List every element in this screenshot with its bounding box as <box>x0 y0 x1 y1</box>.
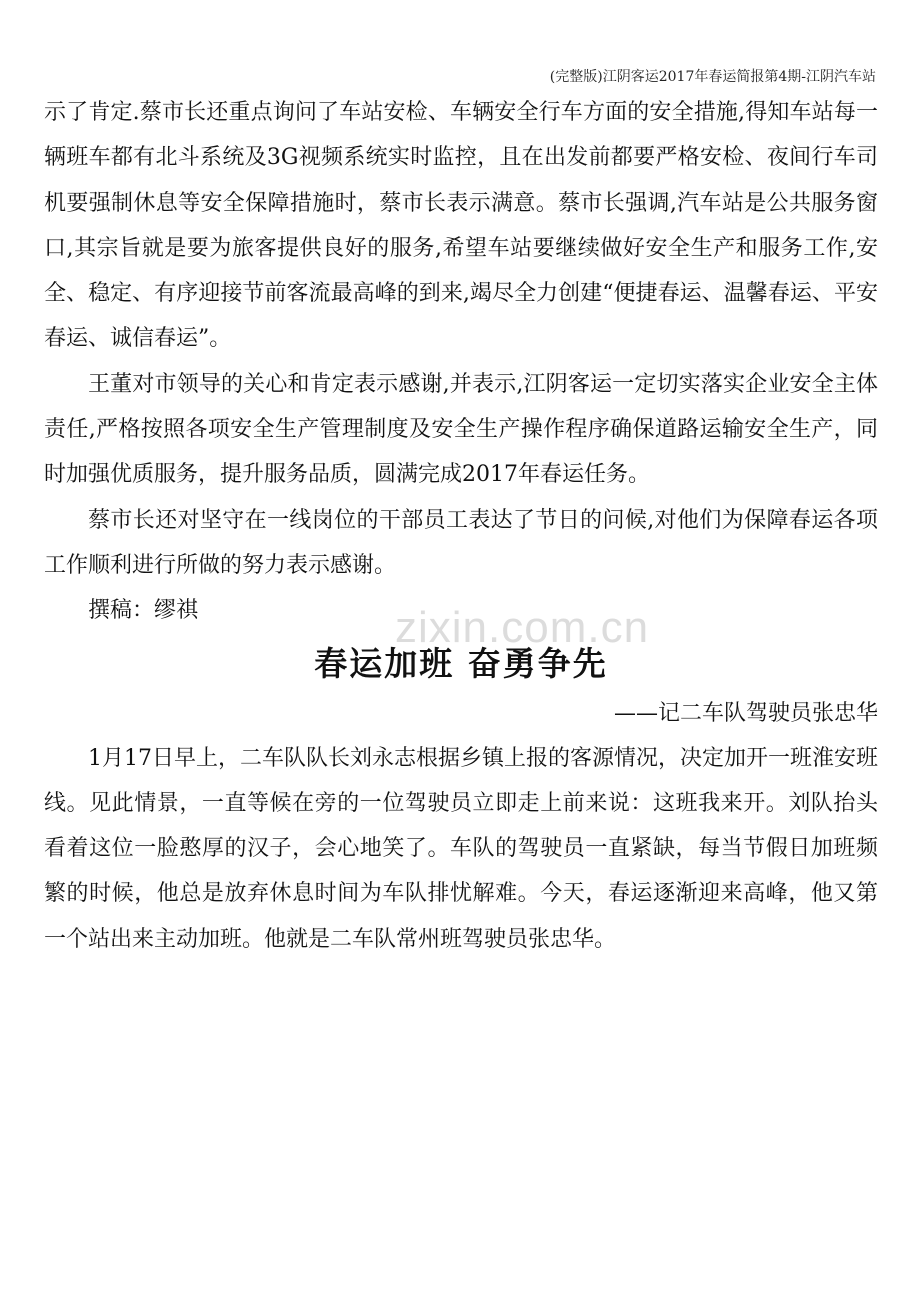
article1-paragraph-2: 王董对市领导的关心和肯定表示感谢,并表示,江阴客运一定切实落实企业安全主体责任,严格按照各项安全生产管理制度及安全生产操作程序确保道路运输安全生产，同时加强优质服务，提升服务品质，圆满完成2017年春运任务。 <box>44 371 878 488</box>
article2-byline: ——记二车队驾驶员张忠华 <box>613 700 878 726</box>
article2-paragraph-1: 1月17日早上，二车队队长刘永志根据乡镇上报的客源情况，决定加开一班淮安班线。见此情景，一直等候在旁的一位驾驶员立即走上前来说：这班我来开。刘队抬头看着这位一脸憨厚的汉子，会心地笑了。车队的驾驶员一直紧缺，每当节假日加班频繁的时候，他总是放弃休息时间为车队排忧解难。今天，春运逐渐迎来高峰，他又第一个站出来主动加班。他就是二车队常州班驾驶员张忠华。 <box>44 745 878 952</box>
watermark: zixin.com.cn <box>395 603 650 652</box>
document-body <box>44 90 878 962</box>
article1-paragraph-3: 蔡市长还对坚守在一线岗位的干部员工表达了节日的问候,对他们为保障春运各项工作顺利进行所做的努力表示感谢。 <box>44 507 878 578</box>
article1-author: 撰稿：缪祺 <box>88 598 199 624</box>
page-header: (完整版)江阴客运2017年春运简报第4期-江阴汽车站 <box>549 69 876 85</box>
article1-paragraph-1: 示了肯定.蔡市长还重点询问了车站安检、车辆安全行车方面的安全措施,得知车站每一辆班车都有北斗系统及3G视频系统实时监控，且在出发前都要严格安检、夜间行车司机要强制休息等安全保障措施时，蔡市长表示满意。蔡市长强调,汽车站是公共服务窗口,其宗旨就是要为旅客提供良好的服务,希望车站要继续做好安全生产和服务工作,安全、稳定、有序迎接节前客流最高峰的到来,竭尽全力创建“便捷春运、温馨春运、平安春运、诚信春运”。 <box>44 100 878 352</box>
article2-title: 春运加班 奋勇争先 <box>314 643 608 683</box>
